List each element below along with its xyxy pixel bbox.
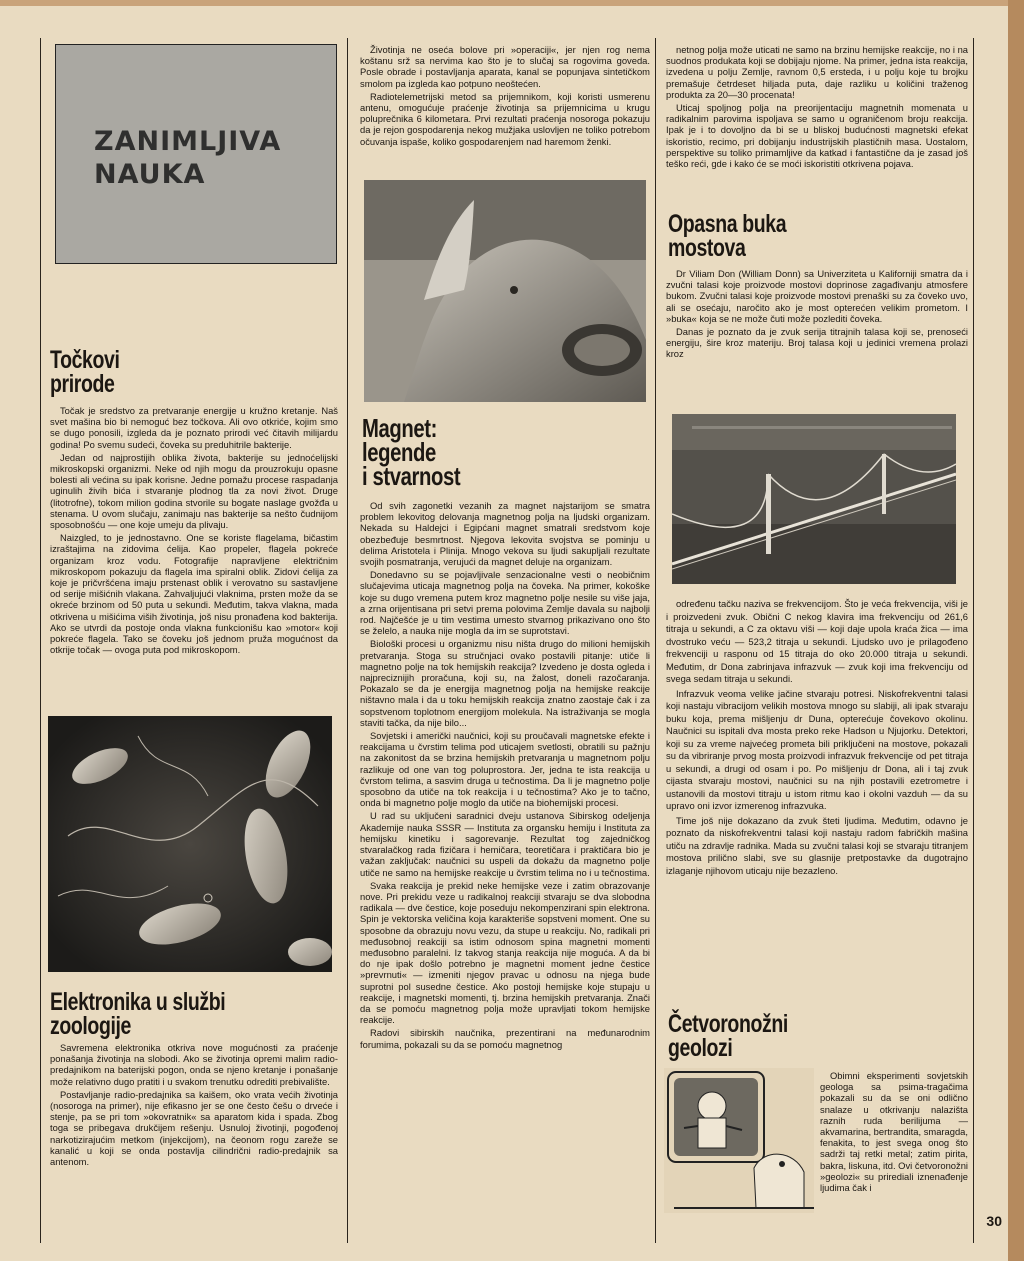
paragraph: Danas je poznato da je zvuk serija titrajnih talasa koji se, prenoseći energiju, šire kroz materiju. Broj talasa koji u jedinici vremena prolazi kroz [666, 326, 968, 360]
page-number: 30 [986, 1213, 1002, 1229]
headline-tockovi: Točkovi prirode [50, 346, 120, 398]
paragraph: netnog polja može uticati ne samo na brzinu hemijske reakcije, no i na suodnos produkata koji se dobijaju njome. Na primer, jedna ista reakcija, izvedena u polju Zemlje, ravnom 0,5 ersteda, i u polju koje tu brojku premašuje četrdeset hiljada puta, daje razliku u količini traženog produkta za 20—30 procenata! [666, 44, 968, 100]
headline-elektronika: Elektronika u službi zoologije [50, 988, 226, 1040]
paragraph: Savremena elektronika otkriva nove mogućnosti za praćenje ponašanja životinja na slobodi. Ako se životinja opremi malim radio-predajnikom na baterijski pogon, onda se njeno kretanje i ponašanje može relativno dugo pratiti i u svakom trenutku odrediti prebivalište. [50, 1042, 338, 1087]
article-magnet-body [360, 500, 650, 1212]
paragraph: Postavljanje radio-predajnika sa kaišem, oko vrata većih životinja (nosoroga na primer), nije efikasno jer se one često češu o drveće i stenje, pa se pri tom »okovratnik« sa aparatom kida i spada. Zbog toga se pribegava drukčijem rešenju. Usnuloj životinji, pogođenoj narkotizirajućim metkom (injekcijom), na čeonom rogu zareže se kanalić u koji se onda postavlja cilindrični radio-predajnik sa antenom. [50, 1088, 338, 1168]
article-buka-body-bottom [666, 598, 968, 1008]
paragraph: Infrazvuk veoma velike jačine stvaraju potresi. Niskofrekventni talasi koji nastaju vibracijom velikih mostova mnogo su slabiji, ali ipak stvaraju buku koja, prema mišljenju dr Duna, opterećuje čovekovo okolinu. Naučnici su ispitali dva mosta preko reke Hadson u Njujorku. Detektori, koji su za vreme najvećeg prometa bili priključeni na mostove, pokazali su da vibriranje prvog mosta proizvodi infrazvuk frekvencije od pet titraja u sekundi, a drugi od osam i po. Po mišljenju dr Dona, ali i taj zvuk cijasta stvaraju mostovi, naučnici su na njih postavili ezetrometre i ustanovili da mostovi titraju u istom ritmu kao i okolni vazduh — da su upravo oni izvor izmerenog infrazvuka. [666, 687, 968, 811]
paragraph: Time još nije dokazano da zvuk šteti ljudima. Međutim, odavno je poznato da niskofrekventni talasi koji nastaju radom fabričkih mašina utiču na zdravlje radnika. Mada su zvučni talasi koji se stvaraju titranjem mostova prilično slabi, sve su glasnije pretpostavke da dugotrajno izlaganje njihovom uticaju nije bezazleno. [666, 814, 968, 876]
paragraph: Obimni eksperimenti sovjetskih geologa sa psima-tragačima pokazali su da se oni odlično snalaze u otkrivanju nalazišta raznih ruda berilijuma — akvamarina, bertrandita, smaragda, fenakita, to jest svega onog što sadrži taj retki metal; zatim pirita, bakra, liskuna, itd. Ovi četvoronožni »geolozi« su prirediali iznenađenje ljudima čak i [820, 1070, 968, 1194]
paragraph: Radovi sibirskih naučnika, prezentirani na međunarodnim forumima, pokazali su da se pomoću magnetnog [360, 1027, 650, 1050]
column-rule [973, 38, 974, 1243]
paragraph: Jedan od najprostijih oblika života, bakterije su jednoćelijski mikroskopski organizmi. Neke od njih mogu da prouzrokuju opasne bolesti ali većina su ipak korisne. Jedne pomažu procese raspadanja uginulih živih bića i stvaranje plodnog tla za novi život. Druge (litotrofne), tokom milion godina stvorile su bogate naslage gvožđa u stenama. U ovom slučaju, zanimaju nas bakterije sa nešto čudnijom sposobnošću — one koje umeju da plivaju. [50, 451, 338, 531]
column-rule [655, 38, 656, 1243]
article-col2-top-body [360, 44, 650, 166]
article-tockovi-body [50, 405, 338, 703]
paragraph: Od svih zagonetki vezanih za magnet najstarijom se smatra problem lekovitog delovanja magnetnog polja na ljudski organizam. Nekada su Haldejci i Egipćani magnet smatrali sredstvom koje obezbeđuje besmrtnost. Njegova lekovita svojstva se pominju u delima Aristotela i Plinija. Mnogo vekova su ljudi sakupljali rezultate svojih posmatranja, verujući da magnet deluje na organizam. [360, 500, 650, 568]
page-edge-right [1008, 0, 1024, 1261]
bacteria-photo [48, 716, 332, 972]
banner-title: ZANIMLJIVA NAUKA [94, 126, 282, 190]
paragraph: Donedavno su se pojavljivale senzacionalne vesti o neobičnim slučajevima uticaja magnetnog polja na čoveka. Na primer, kokoške koje su dugo vremena putem kroz magnetno polje nesile su više jaja, a zrna orijentisana pri setvi prema polovima Zemlje davala su najbolji rod. Najčešće je u tim vestima umesto stvarnog prikazivano ono što se želelo, a nauka nije mogla da im se suprotstavi. [360, 569, 650, 637]
section-banner [55, 44, 337, 264]
paragraph: Svaka reakcija je prekid neke hemijske veze i zatim obrazovanje nove. Pri prekidu veze u radikalnoj reakciji stvaraju se dva slobodna radikala — dve čestice, koje poseduju nekompenzirani spin elektrona. Spin je vektorska veličina koja karakteriše sopstveni moment. One su sposobne da obrazuju novu vezu, da stupe u reakciju. No, radikali pri međusobnoj reakciji sa istim odnosom spina magnetni momenti međusobno paralelni. Iz takvog stanja reakcija nije moguća. A da bi do nje ipak došlo potrebno je magnetni moment jedne čestice »prevrnuti« — izmeniti njegov pravac u odnosu na njega bude suprotni pol susedne čestice. Ako postoji hemijske koje stupaju u reakcije, i magnetski momenti, tj. brzina hemijskih pretvaranja. Znači da se pomoću magnetnog polja može upravljati tokom hemijske reakcije. [360, 879, 650, 1026]
column-rule [40, 38, 41, 1243]
headline-geolozi: Četvoronožni geolozi [668, 1010, 788, 1062]
paragraph: Uticaj spoljnog polja na preorijentaciju magnetnih momenata u radikalnim parovima ispoljava se samo u ograničenom broju reakcija. Ipak je i to dovoljno da bi se u bliskoj budućnosti magnetski efekat iskoristio, recimo, pri dobijanju industrijskih plastičnih masa. Uostalom, perspektive su toliko primamljive da katkad i fantastične da je zasad još teško reći, gde i kako će se moći iskoristiti otkrivena pojava. [666, 102, 968, 170]
paragraph: Naizgled, to je jednostavno. One se koriste flagelama, bičastim izraštajima na zidovima ćelija. Kao propeler, flagela pokreće organizam kroz vodu. Fotografije napravljene električnim mikroskopom pokazuju da flagela ima spiralni oblik. Zidovi ćelija za koje je pričvršćena imaju prstenast oblik i verovatno su sastavljene od serije mišićnih vlakana. Zahvaljujući vlaknima, prsten može da se okreće brzinom od 50 puta u sekundi. Međutim, takva vlakna, mada otkrivena u mišićima viših životinja, još nisu pronađena kod bakterija. Ako se utvrdi da postoje onda vlakna funkcionišu kao »motor« koji pokreće flagela. Tako se čoveku još jednom pruža mogućnost da otkrije točak — ovoga puta pod mikroskopom. [50, 532, 338, 656]
article-geolozi-body [820, 1070, 968, 1220]
paragraph: U rad su uključeni saradnici dveju ustanova Sibirskog odeljenja Akademije nauka SSSR — Instituta za organsku hemiju i Instituta za hemijsku kinetiku i sagorevanje. Rezultat tog zajedničkog stvaralačkog rada fizičara i hemičara, teoretičara i praktičara bio je važan zaključak: naučnici su uspeli da dokažu da magnetno polje utiče ne samo na hemijske reakcije u čvrstim telima no i u tečnostima. [360, 810, 650, 878]
dog-illustration [664, 1068, 814, 1213]
paragraph: Točak je sredstvo za pretvaranje energije u kružno kretanje. Naš svet mašina bio bi nemoguć bez točkova. Ali ovo otkriće, kojim smo se dugo ponosili, izgleda da je poznato prirodi već čitavih milijardu godina! Po svemu sudeći, čoveka su preduhitrile bakterije. [50, 405, 338, 450]
rhinoceros-photo [364, 180, 646, 402]
paragraph: Radiotelemetrijski metod sa prijemnikom, koji koristi usmerenu antenu, omogućuje praćenje životinja sa prijemnicima u krugu poluprečnika 6 kilometara. Prvi rezultati praćenja nosoroga pokazuju da je rejon gospodarenja nekog mužjaka uslovljen ne toliko potrebom očuvanja ispaše, koliko gospodarenjem nad haremom ženki. [360, 90, 650, 147]
bridge-photo [672, 414, 956, 584]
paragraph: Sovjetski i američki naučnici, koji su proučavali magnetske efekte i reakcijama u čvrstim telima pod uticajem svetlosti, obratili su pažnju na zakonitost da se brzina hemijskih pretvaranja u magnetnom polju razlikuje od one van tog poluprostora. Jer, jedna te ista reakcija u čvrstom telima, a sasvim druga u tečnostima. Da li je magnetno polje sposobno da utiče na tok reakcija i u tečnostima? Ako je to tačno, onda bi magnetno polje moglo da utiče na biohemijski procesi. [360, 730, 650, 809]
page-edge-top [0, 0, 1024, 6]
article-col3-top-body [666, 44, 968, 204]
paragraph: Dr Viliam Don (William Donn) sa Univerziteta u Kaliforniji smatra da i zvučni talasi koje proizvode mostovi doprinose zagađivanju atmosfere bukom. Zvučni talasi koje proizvode mostovi prenaški su za čoveko uvo, ali se osećaju, naročito ako je most opterećen velikim prometom. I »buka« koja se ne može čuti može pozlediti čoveka. [666, 268, 968, 324]
paragraph: određenu tačku naziva se frekvencijom. Što je veća frekvencija, viši je i proizvedeni zvuk. Običnі C nekog klavira ima frekvenciju od 261,6 titraja u sekundi, a C za oktavu viši — koji daje upola kraća žica — ima dvostruko veću — 523,2 titraja u sekundi. Ljudsko uvo je prilagođeno frekvenciji u rasponu od 15 titraja do oko 20.000 titraja u sekundi. Međutim, dr Dona zabrinjava infrazvuk — zvuk koji ima frekvenciju od svega sedam titraja u sekundi. [666, 598, 968, 684]
article-buka-body-top [666, 268, 968, 398]
headline-magnet: Magnet: legende i stvarnost [362, 413, 461, 491]
paragraph: Životinja ne oseća bolove pri »operaciji«, jer njen rog nema koštanu srž sa nervima kao što je to slučaj sa rogovima goveda. Posle obrade i postavljanja aparata, kanal se popunjava sintetičkom smolom pa izgleda kao potpuno neoštećen. [360, 44, 650, 89]
article-elektronika-body [50, 1042, 338, 1210]
column-rule [347, 38, 348, 1243]
paragraph: Biološki procesi u organizmu nisu ništa drugo do milioni hemijskih pretvaranja. Stoga su stručnjaci ovako postavili pitanje: utiče li magnetno polje na tok hemijskih reakcija? Izvedeno je dosta ogleda i najpreciznijih proračuna, koji su, na žalost, doneli razočaranja. Pokazalo se da je energija magnetnog polja na hemijske reakcije ništavno mala i da u toku hemijskih reakcija znatno zaostaje čak i za sopstvenom toplotnom energijom molekula. Na istraživanja se mogla staviti tačka, da nije bilo... [360, 638, 650, 728]
headline-buka: Opasna buka mostova [668, 210, 787, 262]
